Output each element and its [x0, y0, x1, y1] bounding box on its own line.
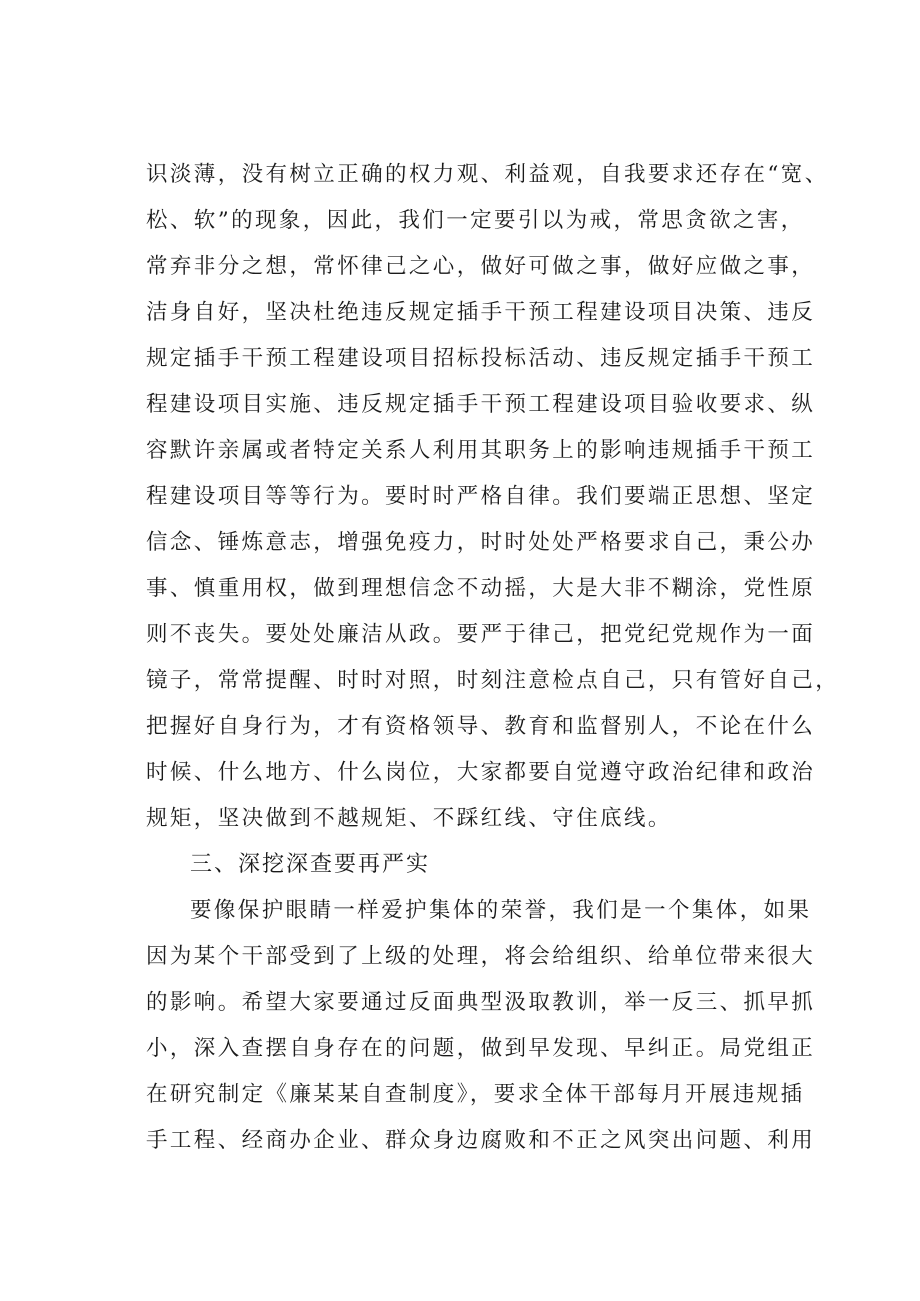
- paragraph-line: 识淡薄，没有树立正确的权力观、利益观，自我要求还存在“宽、: [146, 162, 829, 187]
- paragraph-line: 手工程、经商办企业、群众身边腐败和不正之风突出问题、利用: [146, 1128, 816, 1153]
- paragraph-line: 容默许亲属或者特定关系人利用其职务上的影响违规插手干预工: [146, 438, 816, 463]
- paragraph-line: 规定插手干预工程建设项目招标投标活动、违反规定插手干预工: [146, 346, 816, 371]
- paragraph-line: 在研究制定《廉某某自查制度》，要求全体干部每月开展违规插: [146, 1082, 805, 1107]
- paragraph-line: 时候、什么地方、什么岗位，大家都要自觉遵守政治纪律和政治: [146, 760, 816, 785]
- paragraph-line: 洁身自好，坚决杜绝违反规定插手干预工程建设项目决策、违反: [146, 300, 816, 325]
- paragraph-line: 松、软”的现象，因此，我们一定要引以为戒，常思贪欲之害，: [146, 208, 805, 233]
- paragraph-line: 的影响。希望大家要通过反面典型汲取教训，举一反三、抓早抓: [146, 990, 816, 1015]
- paragraph-line: 小，深入查摆自身存在的问题，做到早发现、早纠正。局党组正: [146, 1036, 816, 1061]
- paragraph-line: 常弃非分之想，常怀律己之心，做好可做之事，做好应做之事，: [146, 254, 816, 279]
- paragraph-line: 因为某个干部受到了上级的处理，将会给组织、给单位带来很大: [146, 944, 816, 969]
- paragraph-line: 镜子，常常提醒、时时对照，时刻注意检点自己，只有管好自己，: [146, 668, 840, 693]
- paragraph-line: 则不丧失。要处处廉洁从政。要严于律己，把党纪党规作为一面: [146, 622, 816, 647]
- paragraph-line: 信念、锤炼意志，增强免疫力，时时处处严格要求自己，秉公办: [146, 530, 816, 555]
- paragraph-line: 事、慎重用权，做到理想信念不动摇，大是大非不糊涂，党性原: [146, 576, 816, 601]
- paragraph-line: 程建设项目等等行为。要时时严格自律。我们要端正思想、坚定: [146, 484, 816, 509]
- paragraph-line: 要像保护眼睛一样爱护集体的荣誉，我们是一个集体，如果: [190, 898, 812, 923]
- paragraph-line: 程建设项目实施、违反规定插手干预工程建设项目验收要求、纵: [146, 392, 816, 417]
- section-heading: 三、深挖深查要再严实: [190, 852, 431, 877]
- paragraph-line: 把握好自身行为，才有资格领导、教育和监督别人，不论在什么: [146, 714, 816, 739]
- paragraph-line: 规矩，坚决做到不越规矩、不踩红线、守住底线。: [146, 806, 672, 831]
